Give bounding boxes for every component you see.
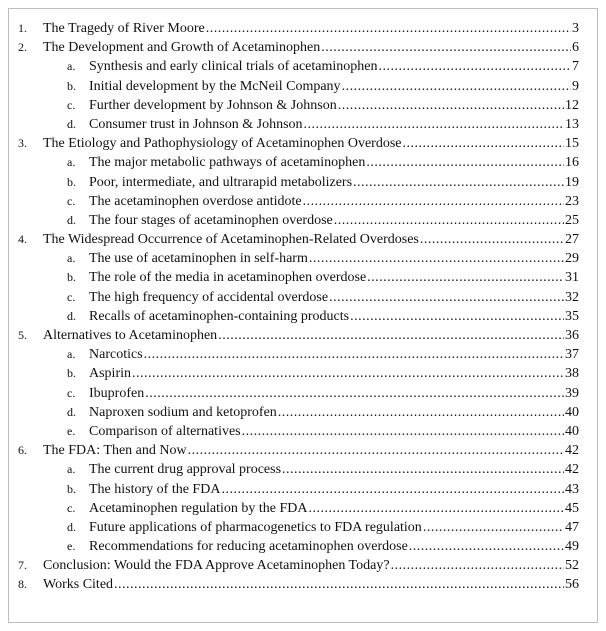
toc-entry	[9, 38, 599, 57]
toc-subentry	[9, 460, 599, 479]
dot-leader	[329, 288, 564, 307]
entry-page-number: 7	[572, 59, 579, 75]
entry-title: Recalls of acetaminophen-containing products	[89, 308, 350, 324]
entry-title: Acetaminophen regulation by the FDA	[89, 500, 308, 516]
toc-entry	[9, 441, 599, 460]
entry-page-number: 16	[565, 155, 579, 171]
toc-subentry	[9, 384, 599, 403]
dot-leader	[309, 499, 564, 518]
entry-line	[89, 345, 579, 364]
dot-leader	[342, 77, 571, 96]
entry-number: 5.	[18, 328, 27, 342]
entry-number: a.	[67, 347, 76, 362]
entry-line	[89, 192, 579, 211]
entry-page-number: 15	[565, 136, 579, 152]
entry-number: c.	[67, 289, 76, 304]
toc-subentry	[9, 96, 599, 115]
entry-page-number: 37	[565, 347, 579, 363]
entry-line	[43, 556, 579, 575]
entry-line	[43, 441, 579, 460]
entry-page-number: 23	[565, 193, 579, 209]
toc-subentry	[9, 288, 599, 307]
toc-subentry	[9, 499, 599, 518]
entry-page-number: 13	[565, 116, 579, 132]
entry-page-number: 3	[572, 21, 579, 36]
entry-title: Future applications of pharmacogenetics to FDA regulation	[89, 519, 422, 535]
dot-leader	[206, 19, 571, 38]
entry-line	[89, 537, 579, 556]
entry-number: c.	[67, 97, 76, 112]
entry-number: d.	[67, 519, 76, 534]
entry-number: 2.	[18, 40, 27, 55]
dot-leader	[378, 57, 571, 76]
entry-number: 7.	[18, 558, 27, 573]
toc-subentry	[9, 57, 599, 76]
toc-subentry	[9, 307, 599, 326]
dot-leader	[145, 384, 564, 403]
dot-leader	[132, 364, 564, 383]
entry-page-number: 12	[565, 97, 579, 113]
entry-number: d.	[67, 404, 76, 419]
entry-line	[89, 96, 579, 115]
entry-title: Initial development by the McNeil Company	[89, 78, 341, 94]
entry-title: Narcotics	[89, 347, 143, 363]
entry-number: 1.	[18, 21, 27, 35]
entry-line	[89, 384, 579, 403]
toc-subentry	[9, 115, 599, 134]
dot-leader	[409, 537, 564, 556]
toc-subentry	[9, 518, 599, 537]
entry-number: d.	[67, 212, 76, 227]
toc-subentry	[9, 537, 599, 556]
entry-title: The acetaminophen overdose antidote	[89, 193, 302, 209]
toc-subentry	[9, 422, 599, 441]
toc-entry	[9, 326, 599, 345]
entry-number: a.	[67, 462, 76, 477]
dot-leader	[303, 192, 564, 211]
entry-line	[89, 288, 579, 307]
entry-title: Further development by Johnson & Johnson	[89, 97, 337, 113]
entry-number: 6.	[18, 443, 27, 458]
entry-line	[89, 403, 579, 422]
entry-title: The role of the media in acetaminophen overdose	[89, 270, 367, 286]
entry-number: b.	[67, 481, 76, 496]
entry-line	[89, 364, 579, 383]
entry-number: d.	[67, 308, 76, 323]
entry-line	[43, 575, 579, 594]
entry-line	[89, 57, 579, 76]
entry-page-number: 39	[565, 385, 579, 401]
entry-page-number: 9	[572, 78, 579, 94]
entry-line	[43, 230, 579, 249]
entry-page-number: 19	[565, 174, 579, 190]
toc-subentry	[9, 153, 599, 172]
toc-entry	[9, 134, 599, 153]
dot-leader	[350, 307, 564, 326]
entry-title: The history of the FDA	[89, 481, 221, 497]
entry-title: Naproxen sodium and ketoprofen	[89, 404, 277, 420]
entry-title: The current drug approval process	[89, 462, 282, 478]
entry-page-number: 25	[565, 212, 579, 228]
entry-number: a.	[67, 251, 76, 266]
dot-leader	[278, 403, 564, 422]
dot-leader	[403, 134, 565, 153]
entry-number: c.	[67, 500, 76, 515]
entry-line	[89, 153, 579, 172]
entry-number: e.	[67, 423, 76, 438]
dot-leader	[188, 441, 564, 460]
dot-leader	[353, 173, 564, 192]
entry-title: The Widespread Occurrence of Acetaminophen-Related Overdoses	[43, 232, 419, 248]
toc-entry	[9, 575, 599, 594]
entry-number: b.	[67, 174, 76, 189]
toc-subentry	[9, 249, 599, 268]
entry-number: b.	[67, 78, 76, 93]
toc-subentry	[9, 211, 599, 230]
entry-title: Alternatives to Acetaminophen	[43, 328, 218, 343]
entry-title: The Development and Growth of Acetaminophen	[43, 40, 321, 56]
entry-page-number: 49	[565, 539, 579, 555]
entry-title: The high frequency of accidental overdose	[89, 289, 329, 305]
entry-title: The use of acetaminophen in self-harm	[89, 251, 308, 267]
entry-title: Aspirin	[89, 366, 131, 382]
toc-entry	[9, 19, 599, 38]
document-page	[8, 8, 598, 623]
entry-page-number: 43	[565, 481, 579, 497]
entry-number: 4.	[18, 232, 27, 247]
toc-subentry	[9, 364, 599, 383]
entry-title: The major metabolic pathways of acetaminophen	[89, 155, 366, 171]
entry-page-number: 36	[565, 328, 579, 343]
dot-leader	[282, 460, 564, 479]
entry-line	[43, 326, 579, 345]
entry-title: Consumer trust in Johnson & Johnson	[89, 116, 303, 132]
entry-line	[43, 134, 579, 153]
dot-leader	[242, 422, 564, 441]
entry-title: Synthesis and early clinical trials of acetaminophen	[89, 59, 378, 75]
entry-title: The Tragedy of River Moore	[43, 21, 205, 36]
entry-line	[89, 460, 579, 479]
entry-line	[89, 77, 579, 96]
entry-title: Recommendations for reducing acetaminophen overdose	[89, 539, 408, 555]
entry-page-number: 40	[565, 423, 579, 439]
entry-line	[89, 115, 579, 134]
entry-line	[89, 307, 579, 326]
entry-page-number: 27	[565, 232, 579, 248]
dot-leader	[218, 326, 564, 345]
entry-title: The Etiology and Pathophysiology of Acetaminophen Overdose	[43, 136, 402, 152]
entry-line	[89, 518, 579, 537]
entry-number: e.	[67, 539, 76, 554]
toc-subentry	[9, 268, 599, 287]
toc-subentry	[9, 77, 599, 96]
entry-number: 8.	[18, 577, 27, 592]
entry-page-number: 40	[565, 404, 579, 420]
entry-page-number: 31	[565, 270, 579, 286]
entry-line	[89, 211, 579, 230]
entry-line	[89, 268, 579, 287]
dot-leader	[366, 153, 564, 172]
entry-title: Conclusion: Would the FDA Approve Acetaminophen Today?	[43, 558, 390, 574]
toc-subentry	[9, 480, 599, 499]
toc-entry	[9, 556, 599, 575]
entry-line	[89, 499, 579, 518]
entry-number: c.	[67, 385, 76, 400]
entry-page-number: 56	[565, 577, 579, 593]
entry-title: Works Cited	[43, 577, 114, 593]
dot-leader	[338, 96, 564, 115]
entry-title: Poor, intermediate, and ultrarapid metabolizers	[89, 174, 353, 190]
entry-page-number: 47	[565, 519, 579, 535]
entry-line	[43, 19, 579, 38]
toc-subentry	[9, 403, 599, 422]
dot-leader	[420, 230, 564, 249]
entry-number: a.	[67, 155, 76, 170]
entry-number: 3.	[18, 136, 27, 151]
entry-number: b.	[67, 366, 76, 381]
toc-subentry	[9, 345, 599, 364]
entry-page-number: 32	[565, 289, 579, 305]
dot-leader	[334, 211, 564, 230]
dot-leader	[304, 115, 564, 134]
toc-subentry	[9, 173, 599, 192]
entry-number: d.	[67, 116, 76, 131]
entry-page-number: 35	[565, 308, 579, 324]
dot-leader	[391, 556, 564, 575]
dot-leader	[367, 268, 564, 287]
entry-page-number: 29	[565, 251, 579, 267]
entry-line	[89, 173, 579, 192]
entry-page-number: 6	[572, 40, 579, 56]
entry-title: Ibuprofen	[89, 385, 145, 401]
entry-page-number: 52	[565, 558, 579, 574]
toc-entry	[9, 230, 599, 249]
entry-title: The four stages of acetaminophen overdose	[89, 212, 333, 228]
entry-line	[89, 249, 579, 268]
entry-page-number: 38	[565, 366, 579, 382]
entry-title: The FDA: Then and Now	[43, 443, 187, 459]
entry-number: a.	[67, 59, 76, 74]
toc-subentry	[9, 192, 599, 211]
entry-number: c.	[67, 193, 76, 208]
dot-leader	[144, 345, 564, 364]
dot-leader	[221, 480, 564, 499]
dot-leader	[114, 575, 564, 594]
entry-page-number: 45	[565, 500, 579, 516]
entry-number: b.	[67, 270, 76, 285]
entry-line	[89, 480, 579, 499]
entry-line	[89, 422, 579, 441]
entry-title: Comparison of alternatives	[89, 423, 241, 439]
dot-leader	[423, 518, 564, 537]
table-of-contents	[9, 19, 599, 595]
entry-page-number: 42	[565, 462, 579, 478]
entry-line	[43, 38, 579, 57]
entry-page-number: 42	[565, 443, 579, 459]
dot-leader	[309, 249, 564, 268]
dot-leader	[321, 38, 571, 57]
